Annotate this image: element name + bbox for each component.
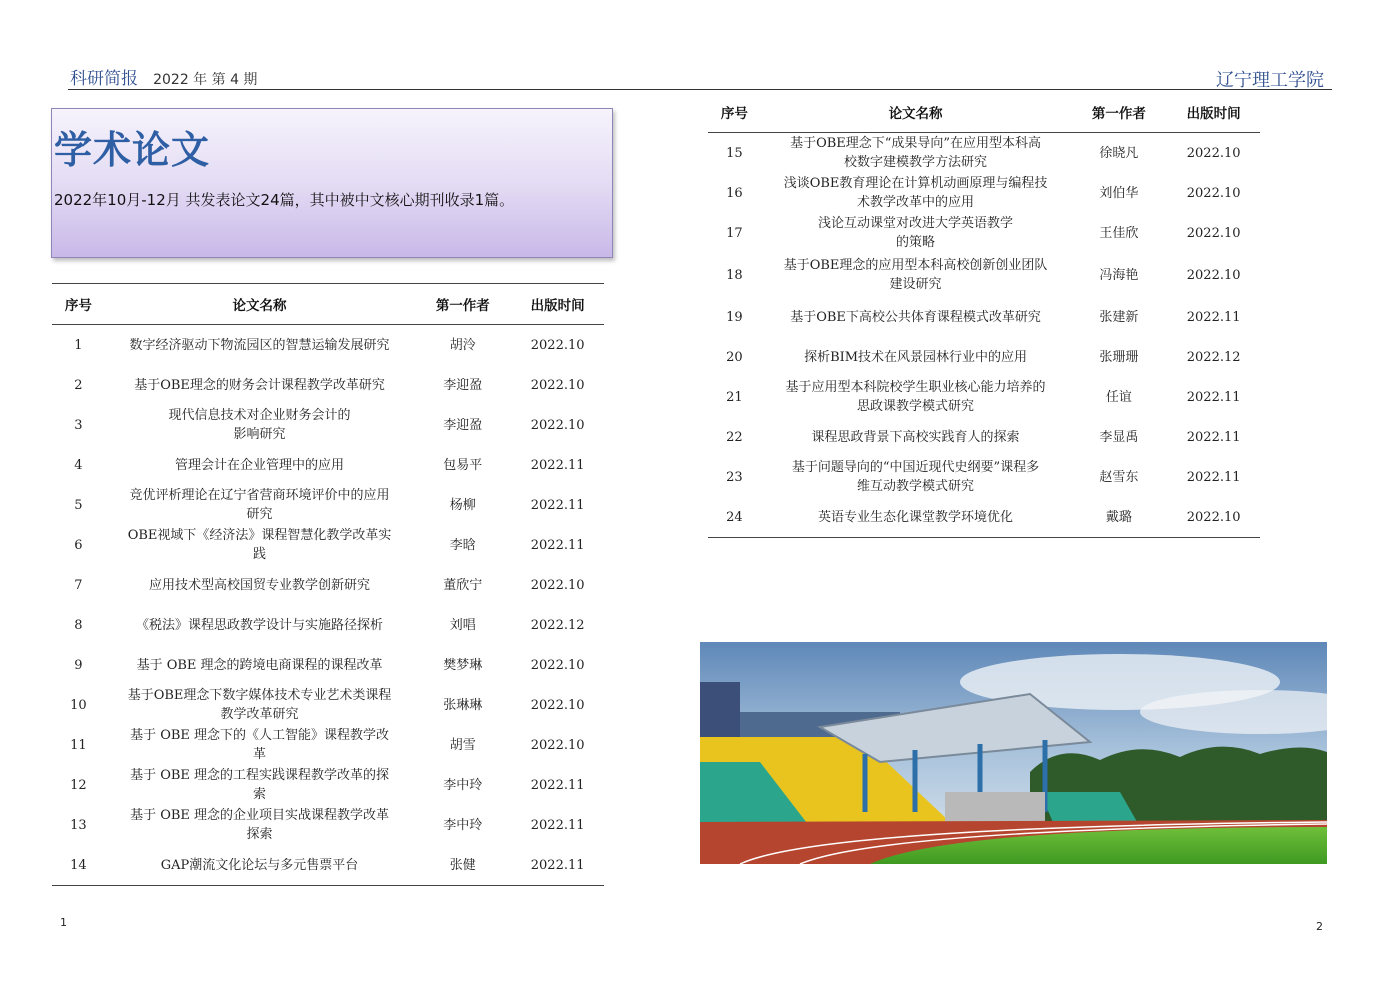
paper-no: 9	[74, 657, 83, 673]
paper-title: 基于OBE理念的应用型本科高校创新创业团队 建设研究	[783, 258, 1048, 292]
table-row	[708, 213, 1260, 253]
paper-author: 李显禹	[1099, 429, 1139, 445]
paper-no: 19	[726, 309, 743, 325]
page-number-left: 1	[60, 916, 67, 929]
paper-author: 胡雪	[449, 737, 476, 753]
paper-author: 胡泠	[449, 337, 476, 353]
paper-author: 包易平	[443, 457, 483, 473]
paper-title: 浅论互动课堂对改进大学英语教学 的策略	[818, 216, 1014, 250]
header-author: 第一作者	[414, 284, 511, 325]
table-row	[708, 457, 1260, 497]
paper-no: 24	[708, 497, 761, 538]
paper-date: 2022.10	[530, 737, 585, 753]
table-header-row	[52, 284, 604, 325]
paper-author: 张珊珊	[1099, 349, 1139, 365]
table-row	[708, 253, 1260, 297]
section-title: 学术论文	[54, 128, 211, 172]
paper-date: 2022.10	[1167, 497, 1260, 538]
table-row	[52, 525, 604, 565]
table-row	[52, 365, 604, 405]
paper-author: 李晗	[449, 537, 476, 553]
paper-title: OBE视域下《经济法》课程智慧化教学改革实 践	[127, 528, 392, 562]
table-row	[52, 605, 604, 645]
paper-no: 13	[70, 817, 87, 833]
paper-date: 2022.12	[530, 617, 585, 633]
table-row	[708, 133, 1260, 174]
paper-author: 冯海艳	[1099, 267, 1139, 283]
paper-title: 应用技术型高校国贸专业教学创新研究	[149, 577, 371, 593]
paper-author: 赵雪东	[1099, 469, 1139, 485]
table-row	[708, 417, 1260, 457]
paper-title: 基于 OBE 理念的跨境电商课程的课程改革	[136, 657, 383, 673]
paper-author: 王佳欣	[1099, 225, 1139, 241]
paper-author: 李迎盈	[443, 377, 483, 393]
header-date: 出版时间	[511, 284, 604, 325]
table-row	[52, 765, 604, 805]
paper-date: 2022.11	[511, 845, 604, 886]
table-row	[52, 485, 604, 525]
paper-date: 2022.11	[530, 497, 585, 513]
paper-date: 2022.10	[1186, 225, 1241, 241]
paper-author: 董欣宁	[443, 577, 483, 593]
table-row	[708, 173, 1260, 213]
paper-title: 管理会计在企业管理中的应用	[175, 457, 345, 473]
page-number-right: 2	[1316, 920, 1323, 933]
paper-title: 基于OBE理念的财务会计课程教学改革研究	[134, 377, 385, 393]
header-title: 论文名称	[105, 284, 415, 325]
header-title: 论文名称	[761, 92, 1071, 133]
institution-name: 辽宁理工学院	[1216, 70, 1324, 91]
issue-label: 2022 年 第 4 期	[153, 72, 258, 88]
table-row	[52, 325, 604, 366]
table-row	[52, 725, 604, 765]
paper-no: 15	[726, 145, 743, 161]
paper-no: 21	[726, 389, 743, 405]
paper-author: 张琳琳	[443, 697, 483, 713]
header-no: 序号	[708, 92, 761, 133]
paper-title: 课程思政背景下高校实践育人的探索	[811, 429, 1020, 445]
papers-table-left	[52, 283, 604, 886]
paper-no: 8	[74, 617, 83, 633]
paper-no: 1	[74, 337, 83, 353]
paper-author: 戴璐	[1070, 497, 1167, 538]
header-divider	[68, 89, 1332, 90]
paper-title: 基于OBE理念下数字媒体技术专业艺术类课程 教学改革研究	[127, 688, 392, 722]
section-summary: 2022年10月-12月 共发表论文24篇，其中被中文核心期刊收录1篇。	[54, 191, 515, 209]
paper-title: 探析BIM技术在风景园林行业中的应用	[804, 349, 1028, 365]
paper-date: 2022.10	[530, 577, 585, 593]
header-no: 序号	[52, 284, 105, 325]
paper-date: 2022.11	[530, 777, 585, 793]
paper-no: 4	[74, 457, 83, 473]
paper-author: 李中玲	[443, 817, 483, 833]
paper-author: 徐晓凡	[1099, 145, 1139, 161]
paper-no: 23	[726, 469, 743, 485]
table-row	[708, 377, 1260, 417]
paper-date: 2022.12	[1186, 349, 1241, 365]
paper-author: 樊梦琳	[443, 657, 483, 673]
paper-author: 李迎盈	[443, 417, 483, 433]
newsletter-header	[70, 64, 257, 89]
paper-author: 刘伯华	[1099, 185, 1139, 201]
paper-title: 基于OBE理念下“成果导向”在应用型本科高 校数字建模教学方法研究	[790, 136, 1042, 170]
table-row	[708, 497, 1260, 538]
table-row	[52, 845, 604, 886]
paper-title: 现代信息技术对企业财务会计的 影响研究	[168, 408, 351, 442]
paper-no: 5	[74, 497, 83, 513]
paper-no: 3	[74, 417, 83, 433]
paper-author: 任谊	[1105, 389, 1132, 405]
paper-no: 2	[74, 377, 83, 393]
table-row	[52, 445, 604, 485]
paper-date: 2022.11	[1186, 469, 1241, 485]
paper-author: 张建新	[1099, 309, 1139, 325]
table-row	[52, 645, 604, 685]
table-row	[52, 405, 604, 445]
paper-no: 6	[74, 537, 83, 553]
paper-no: 16	[726, 185, 743, 201]
papers-table-right	[708, 92, 1260, 538]
paper-title: GAP潮流文化论坛与多元售票平台	[105, 845, 415, 886]
paper-title: 浅谈OBE教育理论在计算机动画原理与编程技 术教学改革中的应用	[783, 176, 1048, 210]
header-author: 第一作者	[1070, 92, 1167, 133]
table-header-row	[708, 92, 1260, 133]
paper-date: 2022.11	[530, 457, 585, 473]
paper-title: 基于 OBE 理念的企业项目实战课程教学改革 探索	[130, 808, 390, 842]
table-row	[52, 805, 604, 845]
paper-date: 2022.11	[530, 817, 585, 833]
paper-author: 张健	[414, 845, 511, 886]
paper-date: 2022.10	[530, 377, 585, 393]
journal-name: 科研简报	[70, 69, 138, 89]
paper-date: 2022.10	[530, 657, 585, 673]
paper-title: 英语专业生态化课堂教学环境优化	[761, 497, 1071, 538]
paper-title: 数字经济驱动下物流园区的智慧运输发展研究	[129, 337, 390, 353]
paper-author: 杨柳	[449, 497, 476, 513]
table-row	[708, 337, 1260, 377]
paper-title: 基于问题导向的“中国近现代史纲要”课程多 维互动教学模式研究	[791, 460, 1040, 494]
paper-title: 基于 OBE 理念的工程实践课程教学改革的探 索	[130, 768, 390, 802]
paper-no: 7	[74, 577, 83, 593]
paper-no: 11	[70, 737, 87, 753]
paper-no: 14	[52, 845, 105, 886]
paper-date: 2022.11	[1186, 429, 1241, 445]
stadium-photo	[700, 642, 1327, 864]
paper-date: 2022.11	[1186, 389, 1241, 405]
paper-title: 基于应用型本科院校学生职业核心能力培养的 思政课教学模式研究	[785, 380, 1046, 414]
paper-date: 2022.11	[530, 537, 585, 553]
section-title-box	[51, 108, 613, 258]
paper-title: 《税法》课程思政教学设计与实施路径探析	[136, 617, 384, 633]
paper-no: 22	[726, 429, 743, 445]
paper-title: 基于OBE下高校公共体育课程模式改革研究	[790, 309, 1041, 325]
table-row	[52, 685, 604, 725]
paper-date: 2022.10	[1186, 185, 1241, 201]
paper-no: 20	[726, 349, 743, 365]
paper-no: 10	[70, 697, 87, 713]
paper-date: 2022.11	[1186, 309, 1241, 325]
paper-author: 刘唱	[449, 617, 476, 633]
paper-date: 2022.10	[1186, 145, 1241, 161]
paper-title: 竞优评析理论在辽宁省营商环境评价中的应用 研究	[129, 488, 390, 522]
paper-date: 2022.10	[1186, 267, 1241, 283]
paper-no: 18	[726, 267, 743, 283]
table-row	[708, 297, 1260, 337]
paper-title: 基于 OBE 理念下的《人工智能》课程教学改 革	[130, 728, 390, 762]
header-date: 出版时间	[1167, 92, 1260, 133]
paper-author: 李中玲	[443, 777, 483, 793]
paper-no: 17	[726, 225, 743, 241]
paper-date: 2022.10	[530, 417, 585, 433]
paper-no: 12	[70, 777, 87, 793]
paper-date: 2022.10	[530, 337, 585, 353]
table-row	[52, 565, 604, 605]
paper-date: 2022.10	[530, 697, 585, 713]
